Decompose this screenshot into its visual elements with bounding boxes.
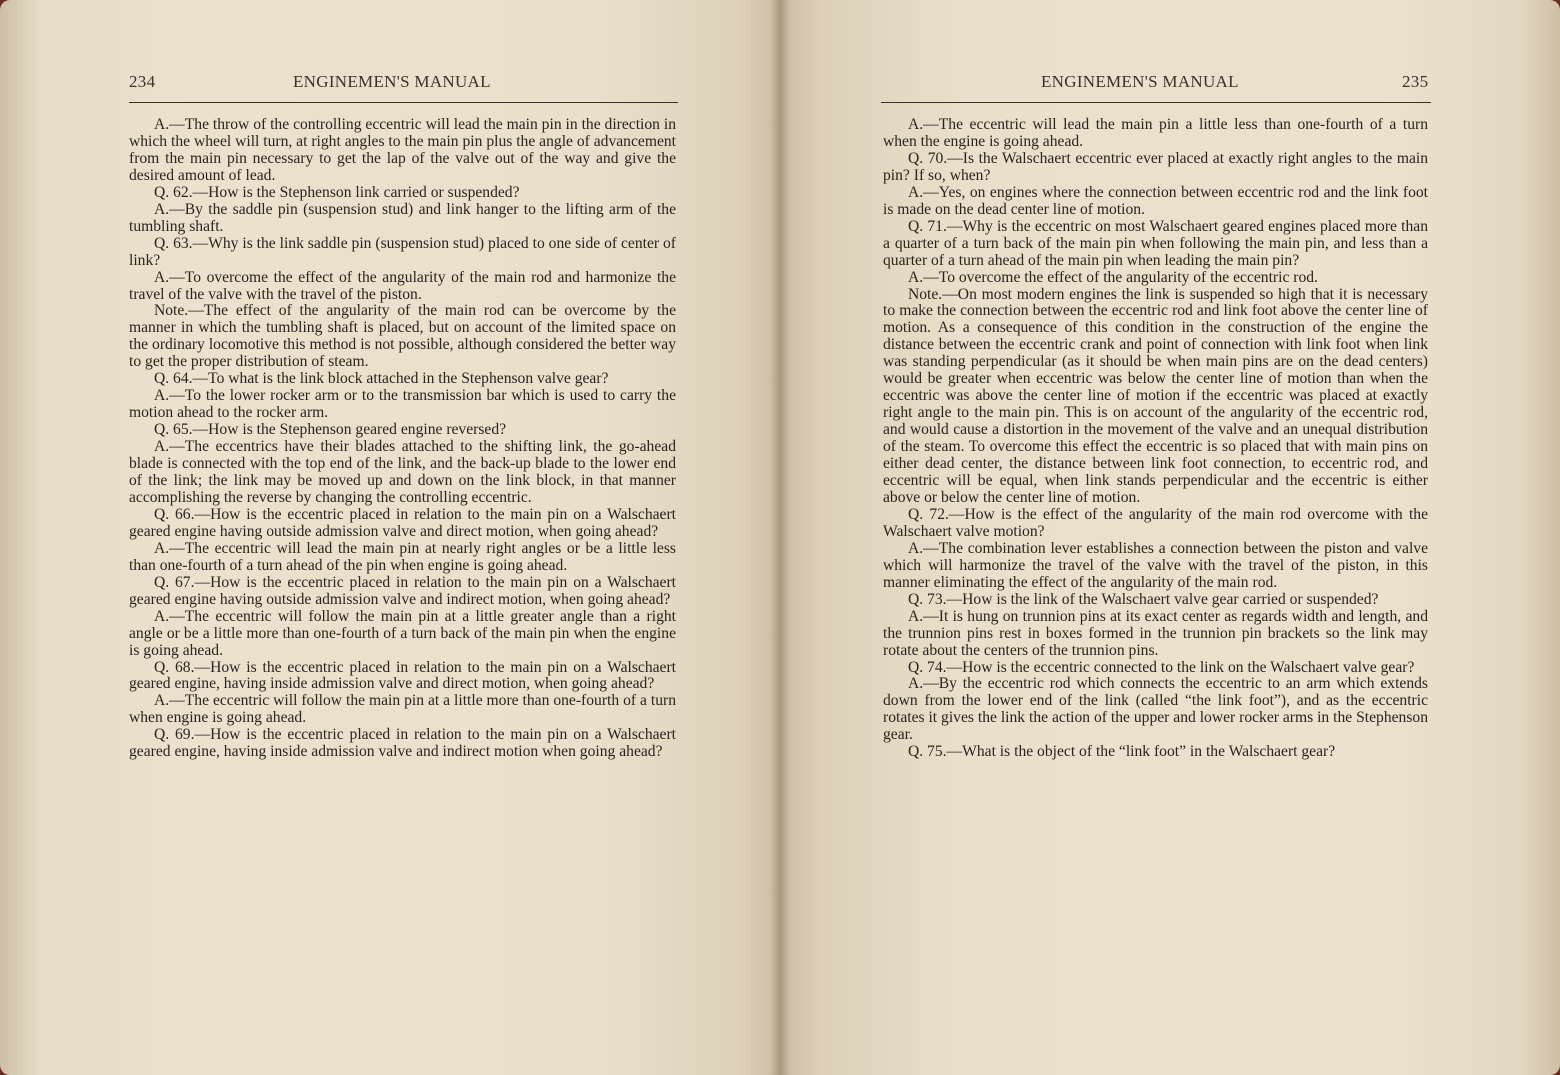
paragraph: Q. 74.—How is the eccentric connected to the link on the Walschaert valve gear? <box>908 658 1415 676</box>
paragraph: Note.—The effect of the angularity of the main rod can be overcome by the manner in which the tumbling shaft is placed, but on account of the limited space on the ordinary locomotive this method is not possible, although considered the better way to get the proper distribution of steam. <box>129 302 676 371</box>
paragraph: A.—The eccentric will lead the main pin at nearly right angles or be a little less than one-fourth of a turn ahead of the pin when engine is going ahead. <box>129 539 676 574</box>
left-page-number: 234 <box>129 72 156 91</box>
paragraph: Q. 66.—How is the eccentric placed in relation to the main pin on a Walschaert geared engine having outside admission valve and direct motion, when going ahead? <box>129 505 676 540</box>
paragraph: A.—By the saddle pin (suspension stud) and link hanger to the lifting arm of the tumbling shaft. <box>129 200 676 235</box>
paragraph: A.—It is hung on trunnion pins at its exact center as regards width and length, and the trunnion pins rest in boxes formed in the trunnion pin brackets so the link may rotate about the centers of the trunnion pins. <box>883 607 1428 659</box>
right-page-text <box>883 117 1428 761</box>
paragraph: Q. 70.—Is the Walschaert eccentric ever placed at exactly right angles to the main pin? If so, when? <box>883 149 1428 184</box>
paragraph: A.—To overcome the effect of the angularity of the main rod and harmonize the travel of the valve with the travel of the piston. <box>129 268 676 303</box>
left-running-title: ENGINEMEN'S MANUAL <box>293 72 491 91</box>
paragraph: A.—The eccentric will lead the main pin a little less than one-fourth of a turn when the engine is going ahead. <box>883 116 1428 150</box>
paragraph: Q. 62.—How is the Stephenson link carried or suspended? <box>154 183 520 201</box>
paragraph: A.—The eccentric will follow the main pin at a little more than one-fourth of a turn when engine is going ahead. <box>129 692 676 727</box>
paragraph: Q. 68.—How is the eccentric placed in relation to the main pin on a Walschaert geared engine, having inside admission valve and direct motion, when going ahead? <box>129 658 676 693</box>
right-running-title: ENGINEMEN'S MANUAL <box>1041 72 1239 91</box>
right-page-number: 235 <box>1402 72 1429 91</box>
paragraph: A.—To overcome the effect of the angularity of the eccentric rod. <box>908 268 1318 286</box>
paragraph: A.—To the lower rocker arm or to the transmission bar which is used to carry the motion ahead to the rocker arm. <box>129 387 676 422</box>
paragraph: Note.—On most modern engines the link is suspended so high that it is necessary to make the connection between the eccentric rod and link foot above the center line of motion. As a consequence of this condition in the construction of the engine the distance between the eccentric crank and point of connection with link foot when link was standing perpendicular (as it should be when main pins are on the dead centers) would be greater when eccentric was below the center line of motion than when the eccentric was above the center line of motion if the eccentric was placed at exactly right angle to the main pin. This is on account of the angularity of the eccentric rod, and would cause a distortion in the movement of the valve and an unequal distribution of the steam. To overcome this effect the eccentric is so placed that with main pins on either dead center, the distance between link foot connection, to eccentric rod, and eccentric will be equal, when link stands perpendicular and the eccentric is either above or below the center line of motion. <box>883 285 1428 506</box>
paragraph: A.—Yes, on engines where the connection between eccentric rod and the link foot is made on the dead center line of motion. <box>883 183 1428 218</box>
paragraph: A.—The combination lever establishes a connection between the piston and valve which will harmonize the travel of the valve with the travel of the piston, in this manner eliminating the effect of the angularity of the main rod. <box>883 539 1428 591</box>
paragraph: Q. 63.—Why is the link saddle pin (suspension stud) placed to one side of center of link? <box>129 234 676 269</box>
paragraph: A.—The throw of the controlling eccentric will lead the main pin in the direction in which the wheel will turn, at right angles to the main pin plus the angle of advancement from the main pin necessary to get the lap of the valve out of the way and give the desired amount of lead. <box>129 116 676 184</box>
paragraph: Q. 75.—What is the object of the “link foot” in the Walschaert gear? <box>908 743 1336 761</box>
paragraph: Q. 72.—How is the effect of the angularity of the main rod overcome with the Walschaert valve motion? <box>883 505 1428 540</box>
paragraph: Q. 65.—How is the Stephenson geared engine reversed? <box>154 421 507 439</box>
left-page-text <box>129 117 676 761</box>
paragraph: A.—By the eccentric rod which connects the eccentric to an arm which extends down from the lower end of the link (called “the link foot”), and as the eccentric rotates it gives the link the action of the upper and lower rocker arms in the Stephenson gear. <box>883 675 1428 744</box>
book-gutter <box>770 0 790 1075</box>
paragraph: Q. 67.—How is the eccentric placed in relation to the main pin on a Walschaert geared engine having outside admission valve and indirect motion, when going ahead? <box>129 573 676 608</box>
paragraph: Q. 69.—How is the eccentric placed in relation to the main pin on a Walschaert geared engine, having inside admission valve and indirect motion when going ahead? <box>129 726 676 761</box>
right-header-rule <box>881 102 1431 103</box>
left-header-rule <box>129 102 678 103</box>
paragraph: A.—The eccentrics have their blades attached to the shifting link, the go-ahead blade is connected with the top end of the link, and the back-up blade to the lower end of the link; the link may be moved up and down on the link block, in that manner accomplishing the reverse by changing the controlling eccentric. <box>129 438 676 506</box>
paragraph: Q. 64.—To what is the link block attached in the Stephenson valve gear? <box>154 370 609 388</box>
paragraph: Q. 71.—Why is the eccentric on most Walschaert geared engines placed more than a quarter of a turn back of the main pin when following the main pin, and less than a quarter of a turn ahead of the main pin when leading the main pin? <box>883 217 1428 269</box>
paragraph: A.—The eccentric will follow the main pin at a little greater angle than a right angle or be a little more than one-fourth of a turn back of the main pin when the engine is going ahead. <box>129 607 676 659</box>
paragraph: Q. 73.—How is the link of the Walschaert valve gear carried or suspended? <box>908 590 1379 608</box>
